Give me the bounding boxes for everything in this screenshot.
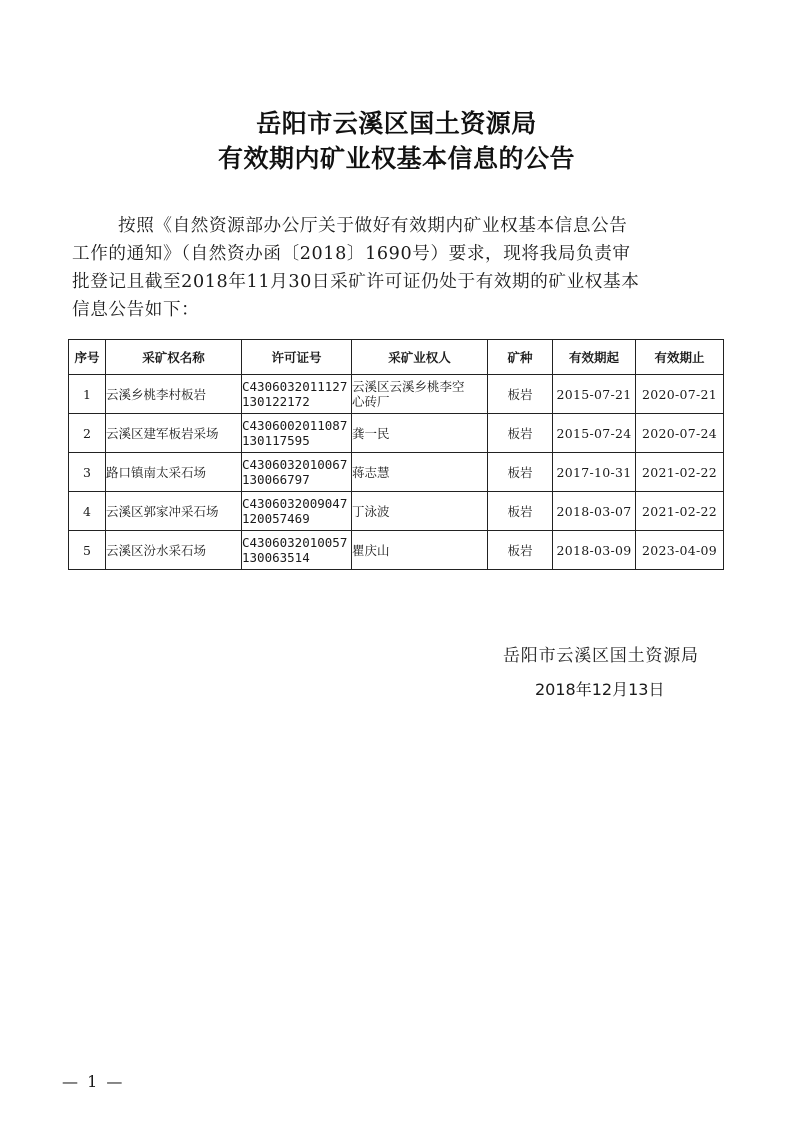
signature-org: 岳阳市云溪区国土资源局: [503, 646, 699, 666]
cell-license: C4306002011087 130117595: [242, 414, 352, 453]
cell-no: 3: [69, 453, 106, 492]
notice-body: [72, 212, 720, 324]
cell-end: 2021-02-22: [636, 453, 724, 492]
mining-rights-table: [68, 339, 724, 570]
header-license: 许可证号: [242, 340, 352, 375]
table-row: [69, 453, 724, 492]
body-line: 工作的通知》（自然资办函〔2018〕1690号）要求，现将我局负责审: [72, 244, 631, 264]
cell-license: C4306032011127 130122172: [242, 375, 352, 414]
cell-mineral: 板岩: [488, 453, 553, 492]
cell-holder: 瞿庆山: [352, 531, 488, 570]
cell-holder: 丁泳波: [352, 492, 488, 531]
cell-no: 1: [69, 375, 106, 414]
cell-license: C4306032010057 130063514: [242, 531, 352, 570]
body-line: 信息公告如下：: [72, 300, 200, 320]
cell-name: 云溪区汾水采石场: [106, 531, 242, 570]
cell-end: 2023-04-09: [636, 531, 724, 570]
table-row: [69, 492, 724, 531]
cell-end: 2020-07-24: [636, 414, 724, 453]
cell-name: 云溪乡桃李村板岩: [106, 375, 242, 414]
cell-holder: 蒋志慧: [352, 453, 488, 492]
cell-mineral: 板岩: [488, 492, 553, 531]
table-row: [69, 375, 724, 414]
body-line: 按照《自然资源部办公厅关于做好有效期内矿业权基本信息公告: [118, 216, 628, 236]
cell-start: 2015-07-24: [553, 414, 636, 453]
cell-mineral: 板岩: [488, 531, 553, 570]
cell-end: 2021-02-22: [636, 492, 724, 531]
table-header-row: [69, 340, 724, 375]
cell-start: 2015-07-21: [553, 375, 636, 414]
header-end: 有效期止: [636, 340, 724, 375]
header-mineral: 矿种: [488, 340, 553, 375]
cell-holder: 龚一民: [352, 414, 488, 453]
header-name: 采矿权名称: [106, 340, 242, 375]
cell-no: 5: [69, 531, 106, 570]
cell-name: 路口镇南太采石场: [106, 453, 242, 492]
table-row: [69, 414, 724, 453]
document-title-line2: 有效期内矿业权基本信息的公告: [217, 144, 575, 173]
header-no: 序号: [69, 340, 106, 375]
cell-name: 云溪区郭家冲采石场: [106, 492, 242, 531]
cell-mineral: 板岩: [488, 414, 553, 453]
cell-no: 4: [69, 492, 106, 531]
cell-start: 2017-10-31: [553, 453, 636, 492]
cell-mineral: 板岩: [488, 375, 553, 414]
cell-start: 2018-03-09: [553, 531, 636, 570]
table-row: [69, 531, 724, 570]
page-number: — 1 —: [62, 1072, 125, 1091]
header-holder: 采矿业权人: [352, 340, 488, 375]
cell-license: C4306032010067 130066797: [242, 453, 352, 492]
cell-start: 2018-03-07: [553, 492, 636, 531]
body-line: 批登记且截至2018年11月30日采矿许可证仍处于有效期的矿业权基本: [72, 272, 640, 292]
cell-license: C4306032009047 120057469: [242, 492, 352, 531]
cell-holder: 云溪区云溪乡桃李空 心砖厂: [352, 375, 488, 414]
signature-date: 2018年12月13日: [535, 680, 665, 699]
header-start: 有效期起: [553, 340, 636, 375]
cell-no: 2: [69, 414, 106, 453]
document-title-line1: 岳阳市云溪区国土资源局: [256, 109, 537, 138]
cell-end: 2020-07-21: [636, 375, 724, 414]
cell-name: 云溪区建军板岩采场: [106, 414, 242, 453]
